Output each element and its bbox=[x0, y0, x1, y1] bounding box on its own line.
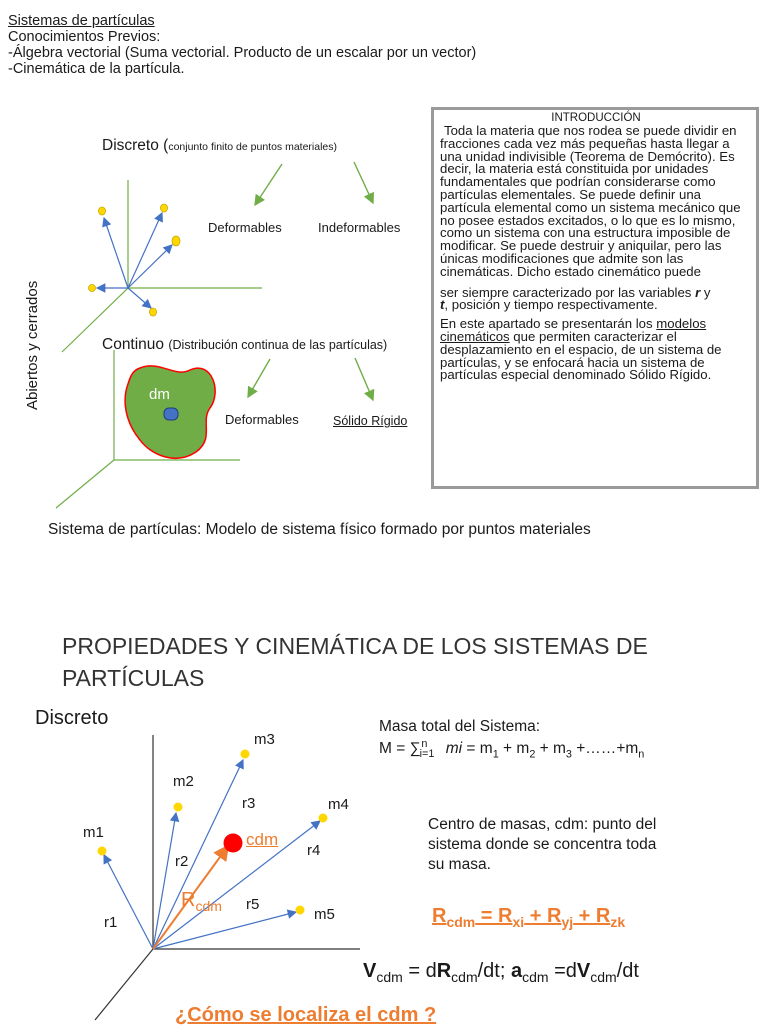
cdm-point bbox=[224, 834, 243, 853]
intro-var-r: r bbox=[695, 284, 701, 300]
solido-rigido-label: Sólido Rígido bbox=[333, 414, 408, 428]
masa-formula-tail: +m bbox=[616, 740, 639, 758]
prereq-heading: Conocimientos Previos: bbox=[8, 29, 161, 45]
label-m5: m5 bbox=[314, 906, 335, 923]
cdm-question: ¿Cómo se localiza el cdm ? bbox=[175, 1004, 437, 1026]
section-heading-line-1: PROPIEDADES Y CINEMÁTICA DE LOS SISTEMAS DE bbox=[62, 633, 648, 659]
label-r4: r4 bbox=[307, 842, 321, 859]
label-rcdm-sub: cdm bbox=[195, 898, 222, 914]
particle-vectors bbox=[97, 213, 172, 308]
label-rcdm-r: R bbox=[181, 889, 196, 911]
cdm-diagram bbox=[0, 720, 360, 1024]
prereq-item-2: -Cinemática de la partícula. bbox=[8, 61, 185, 77]
label-r3: r3 bbox=[242, 795, 256, 812]
position-vectors bbox=[104, 760, 320, 949]
label-rcdm bbox=[181, 889, 222, 914]
page-title: Sistemas de partículas bbox=[8, 13, 155, 29]
dm-label: dm bbox=[149, 386, 170, 403]
label-m4: m4 bbox=[328, 796, 349, 813]
masa-formula-eq: = m bbox=[462, 740, 493, 758]
axis-label-abiertos: Abiertos y cerrados bbox=[24, 280, 41, 410]
intro-title: INTRODUCCIÓN bbox=[551, 112, 641, 124]
velocity-acceleration-equation: $V_{cdm} = dR_{cdm}/dt$; $a_{cdm} =dV_{cdm}/dt$ bbox=[363, 960, 639, 985]
intro-paragraph-1: Toda la materia que nos rodea se puede dividir en fracciones cada vez más pequeñas hasta llegar a una unidad indivisible (Teorema de Demócrito). Es decir, la materia está constituida por unidades fundamentales que podrían considerarse como partículas elementales. Se puede definir una partícula elemental como un sistema mecánico que no posee estados excitados, o lo que es lo mismo, como un sistema con una estructura imposible de modificar. Se puede destruir y aniquilar, pero las únicas modificaciones que admite son las cinemáticas. Dicho estado cinemático puede bbox=[440, 123, 741, 279]
label-cdm: cdm bbox=[246, 830, 279, 849]
intro-p2-a: ser siempre caracterizado por las variables bbox=[440, 284, 696, 300]
cdm-description bbox=[428, 815, 656, 875]
masa-title: Masa total del Sistema: bbox=[379, 718, 541, 735]
discreto-heading bbox=[102, 137, 337, 155]
masa-formula: $M = \sum_{i=1}^n$ mi = $m_1 + m_2 + m_3$ $+\dots\dots+m_n$ bbox=[379, 738, 645, 761]
intro-var-t: t bbox=[440, 297, 445, 313]
cdm-axes bbox=[95, 735, 360, 1020]
sum-lower: i=1 bbox=[419, 748, 435, 761]
continuo-heading bbox=[102, 336, 387, 354]
discreto-label: Discreto ( bbox=[102, 137, 169, 154]
label-r5: r5 bbox=[246, 896, 260, 913]
header bbox=[8, 13, 476, 77]
label-m1: m1 bbox=[83, 824, 104, 841]
intro-paragraph-2 bbox=[440, 284, 752, 313]
sum-symbol: ∑ bbox=[409, 740, 421, 758]
cdm-desc-1: Centro de masas, cdm: punto del bbox=[428, 816, 657, 833]
continuo-label: Continuo bbox=[102, 336, 165, 353]
continuo-note: (Distribución continua de las partículas) bbox=[168, 338, 388, 352]
classification-arrows bbox=[248, 162, 373, 400]
rcdm-equation: $R_{cdm} = R_{xi} + R_{yj} + R_{zk}$ bbox=[432, 905, 626, 930]
label-r1: r1 bbox=[104, 914, 118, 931]
discreto-note: conjunto finito de puntos materiales) bbox=[168, 141, 338, 153]
section-heading bbox=[62, 630, 648, 694]
definition-text: Sistema de partículas: Modelo de sistema físico formado por puntos materiales bbox=[48, 521, 591, 538]
intro-box bbox=[431, 107, 759, 489]
cdm-desc-2: sistema donde se concentra toda bbox=[428, 836, 657, 853]
intro-p3-link: modelos cinemáticos bbox=[440, 316, 707, 344]
indeformables-label: Indeformables bbox=[318, 220, 401, 235]
dm-element bbox=[164, 408, 178, 420]
deformables-label-1: Deformables bbox=[208, 220, 282, 235]
sum-upper: n bbox=[421, 738, 428, 750]
intro-p3-b: que permiten caracterizar el desplazamiento en el espacio, de un sistema de partículas, y se enfocará hacia un sistema de partículas especial denominado Sólido Rígido. bbox=[440, 328, 722, 383]
label-m3: m3 bbox=[254, 731, 275, 748]
discreto-subheading: Discreto bbox=[35, 707, 109, 729]
deformables-label-2: Deformables bbox=[225, 412, 299, 427]
masa-formula-mi: mi bbox=[441, 740, 463, 758]
classification-diagram bbox=[0, 100, 430, 520]
section-heading-line-2: PARTÍCULAS bbox=[62, 665, 205, 691]
label-r2: r2 bbox=[175, 853, 189, 870]
intro-p2-b: , posición y tiempo respectivamente. bbox=[444, 297, 658, 313]
intro-p3-a: En este apartado se presentarán los bbox=[440, 316, 657, 332]
label-m2: m2 bbox=[173, 773, 194, 790]
intro-p2-y: y bbox=[700, 284, 711, 300]
cdm-desc-3: su masa. bbox=[428, 856, 491, 873]
intro-paragraph-3 bbox=[440, 318, 752, 382]
prereq-item-1: -Álgebra vectorial (Suma vectorial. Producto de un escalar por un vector) bbox=[8, 45, 477, 61]
masa-formula-m: M = bbox=[379, 740, 410, 758]
particle-points bbox=[89, 204, 181, 316]
